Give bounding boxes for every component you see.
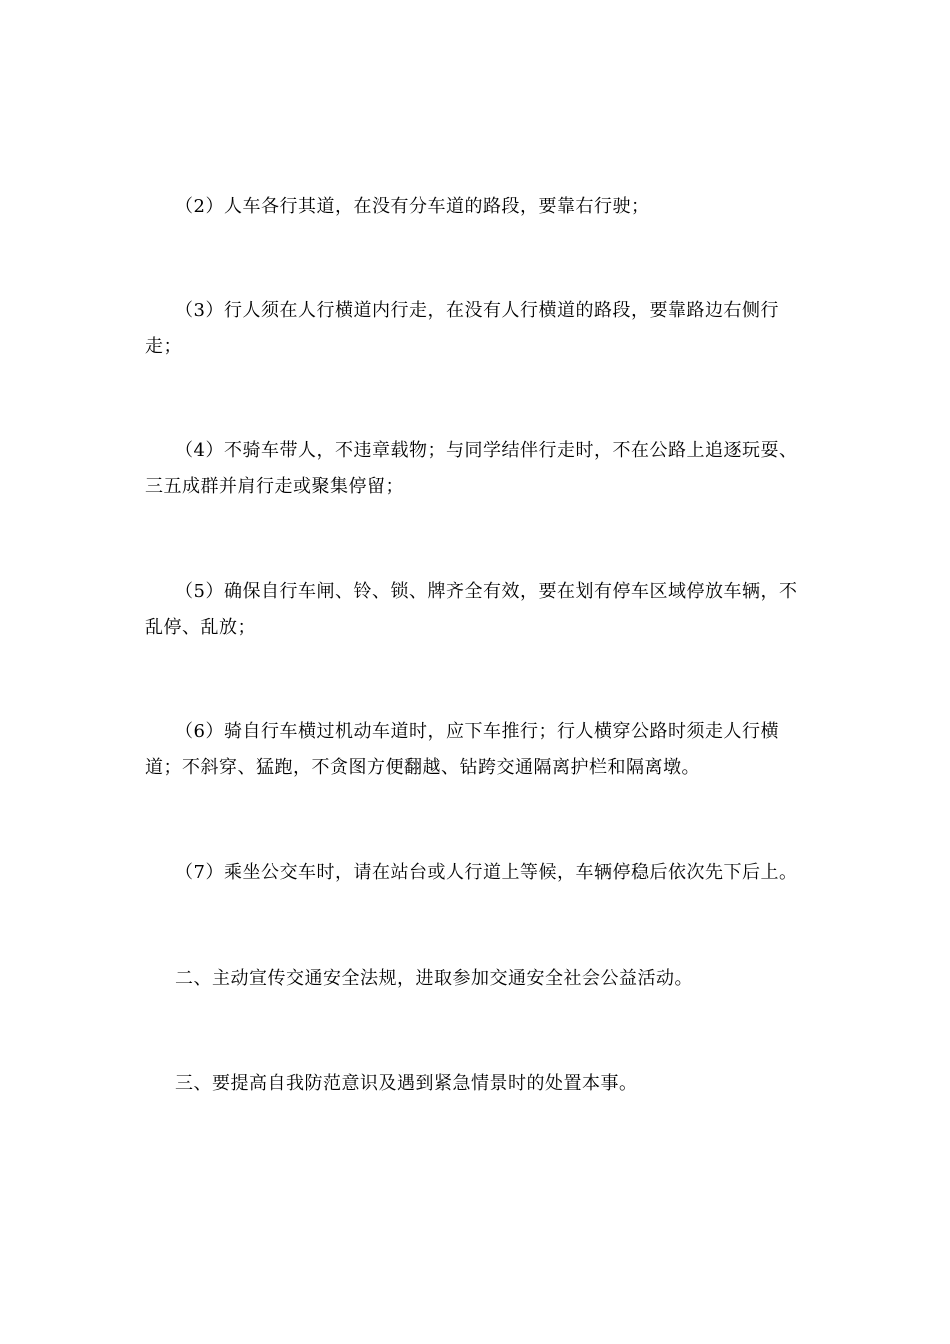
paragraph-rule-6: （6）骑自行车横过机动车道时，应下车推行；行人横穿公路时须走人行横道；不斜穿、猛跑，不贪图方便翻越、钻跨交通隔离护栏和隔离墩。 bbox=[145, 721, 779, 778]
paragraph-rule-4: （4）不骑车带人，不违章载物；与同学结伴行走时，不在公路上追逐玩耍、三五成群并肩行走或聚集停留； bbox=[145, 440, 798, 497]
paragraph-rule-5: （5）确保自行车闸、铃、锁、牌齐全有效，要在划有停车区域停放车辆，不乱停、乱放； bbox=[145, 581, 798, 638]
paragraph-section-3: 三、要提高自我防范意识及遇到紧急情景时的处置本事。 bbox=[175, 1073, 638, 1094]
paragraph-rule-7: （7）乘坐公交车时，请在站台或人行道上等候，车辆停稳后依次先下后上。 bbox=[175, 862, 798, 883]
paragraph-rule-2: （2）人车各行其道，在没有分车道的路段，要靠右行驶； bbox=[175, 196, 650, 217]
paragraph-section-2: 二、主动宣传交通安全法规，进取参加交通安全社会公益活动。 bbox=[175, 968, 693, 989]
paragraph-rule-3: （3）行人须在人行横道内行走，在没有人行横道的路段，要靠路边右侧行走； bbox=[145, 300, 779, 357]
